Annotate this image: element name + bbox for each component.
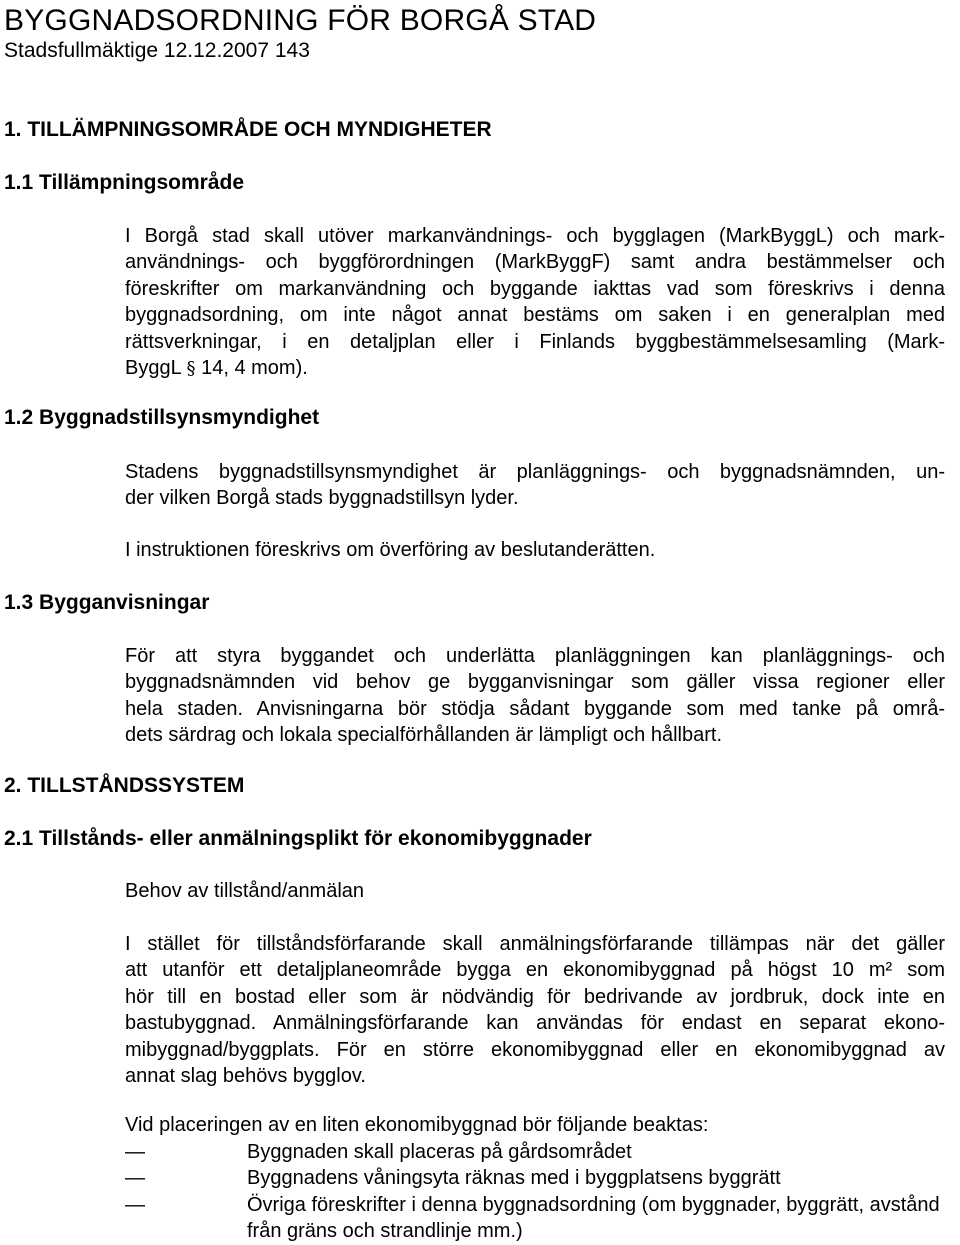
paragraph-line: föreskrifter om markanvändning och byggande iakttas vad som föreskrivs i denna bbox=[125, 277, 945, 300]
section-1-3-heading: 1.3 Bygganvisningar bbox=[4, 591, 210, 614]
document-title: BYGGNADSORDNING FÖR BORGÅ STAD bbox=[4, 4, 597, 37]
document-subtitle: Stadsfullmäktige 12.12.2007 143 bbox=[4, 39, 310, 62]
section-1-heading: 1. TILLÄMPNINGSOMRÅDE OCH MYNDIGHETER bbox=[4, 118, 492, 141]
section-2-1-heading: 2.1 Tillstånds- eller anmälningsplikt för ekonomibyggnader bbox=[4, 827, 592, 850]
list-item bbox=[125, 1165, 955, 1191]
paragraph-line: För att styra byggandet och underlätta planläggningen kan planläggnings- och bbox=[125, 645, 945, 667]
section-sign: § bbox=[186, 358, 196, 380]
paragraph-line: annat slag behövs bygglov. bbox=[125, 1065, 366, 1088]
subheading: Behov av tillstånd/anmälan bbox=[125, 880, 365, 902]
paragraph-line: Stadens byggnadstillsynsmyndighet är planläggnings- och byggnadsnämnden, un- bbox=[125, 461, 945, 483]
list-item-text: Övriga föreskrifter i denna byggnadsordning (om byggnader, byggrätt, avstånd från gräns och strandlinje mm.) bbox=[247, 1193, 940, 1243]
list-item bbox=[125, 1139, 955, 1165]
dash-bullet: — bbox=[125, 1167, 145, 1190]
placement-list bbox=[125, 1139, 955, 1245]
paragraph-line: I stället för tillståndsförfarande skall anmälningsförfarande tillämpas när det gäller bbox=[125, 933, 945, 955]
paragraph-line: användnings- och byggförordningen (MarkByggF) samt andra bestämmelser och bbox=[125, 251, 945, 274]
section-1-1-paragraph bbox=[125, 223, 945, 382]
dash-bullet: — bbox=[125, 1141, 145, 1163]
paragraph-line: I instruktionen föreskrivs om överföring av beslutanderätten. bbox=[125, 539, 656, 561]
paragraph-line: byggnadsordning, om inte något annat bestäms om saken i en generalplan med bbox=[125, 304, 945, 327]
section-1-2-paragraph-2 bbox=[125, 537, 945, 563]
text-fragment: 14, 4 mom). bbox=[195, 357, 308, 380]
paragraph-line: Vid placeringen av en liten ekonomibyggnad bör följande beaktas: bbox=[125, 1114, 709, 1136]
list-item bbox=[125, 1192, 955, 1245]
paragraph-line: att utanför ett detaljplaneområde bygga en ekonomibyggnad på högst 10 m² som bbox=[125, 959, 945, 982]
paragraph-line: rättsverkningar, i en detaljplan eller i Finlands byggbestämmelsesamling (Mark- bbox=[125, 330, 945, 353]
paragraph-line bbox=[125, 355, 945, 382]
paragraph-line: der vilken Borgå stads byggnadstillsyn lyder. bbox=[125, 487, 519, 510]
section-1-1-heading: 1.1 Tillämpningsområde bbox=[4, 171, 245, 194]
paragraph-line: bastubyggnad. Anmälningsförfarande kan användas för endast en separat ekono- bbox=[125, 1012, 945, 1035]
paragraph-line: hör till en bostad eller som är nödvändig för bedrivande av jordbruk, dock inte en bbox=[125, 985, 945, 1008]
section-1-3-paragraph bbox=[125, 643, 945, 749]
paragraph-line: dets särdrag och lokala specialförhållanden är lämpligt och hållbart. bbox=[125, 724, 723, 747]
paragraph-line: I Borgå stad skall utöver markanvändnings- och bygglagen (MarkByggL) och mark- bbox=[125, 225, 945, 247]
list-item-text: Byggnaden skall placeras på gårdsområdet bbox=[247, 1141, 632, 1163]
paragraph-line: hela staden. Anvisningarna bör stödja sådant byggande som med tanke på områ- bbox=[125, 697, 945, 720]
paragraph-line: mibyggnad/byggplats. För en större ekonomibyggnad eller en ekonomibyggnad av bbox=[125, 1038, 945, 1061]
section-2-heading: 2. TILLSTÅNDSSYSTEM bbox=[4, 774, 245, 797]
section-2-1-paragraph bbox=[125, 931, 945, 1089]
paragraph-line: byggnadsnämnden vid behov ge bygganvisningar som gäller vissa regioner eller bbox=[125, 671, 945, 694]
section-2-1-paragraph-2 bbox=[125, 1112, 945, 1138]
dash-bullet: — bbox=[125, 1193, 145, 1216]
subheading-permit-need bbox=[125, 878, 945, 904]
section-1-2-heading: 1.2 Byggnadstillsynsmyndighet bbox=[4, 406, 320, 429]
list-item-text: Byggnadens våningsyta räknas med i byggplatsens byggrätt bbox=[247, 1167, 781, 1190]
section-1-2-paragraph bbox=[125, 459, 945, 512]
text-fragment: ByggL bbox=[125, 357, 187, 380]
